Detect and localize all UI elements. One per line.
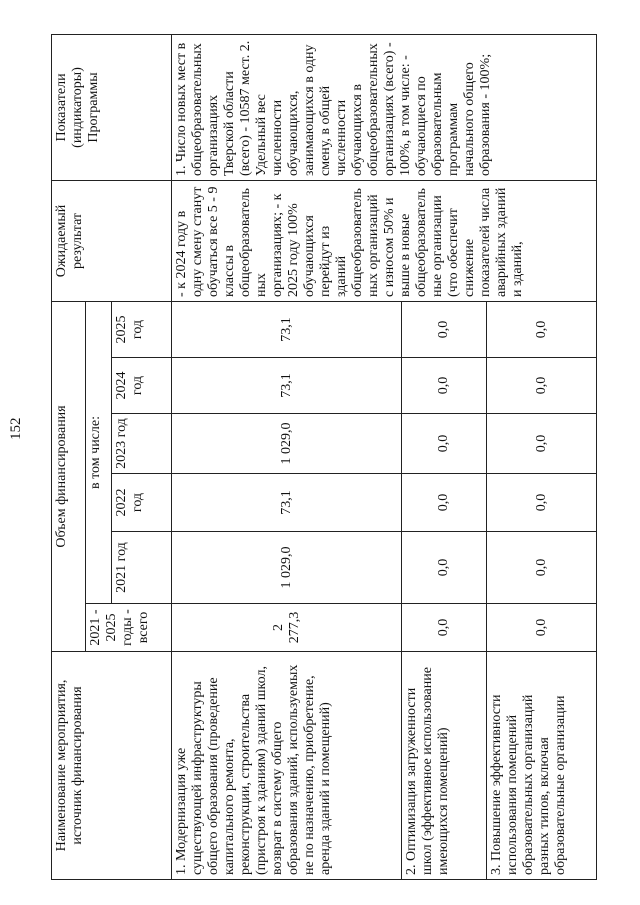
header-total: 2021 - 2025 годы - всего (86, 604, 172, 652)
row3-name: 3. Повышение эффективности использования помещений образовательных организаций разных типов, включая образовательные организации (487, 652, 597, 880)
header-result: Ожидаемый результат (52, 180, 172, 301)
row3-2021: 0,0 (487, 532, 597, 604)
header-indicators: Показатели (индикаторы) Программы (52, 34, 172, 180)
row1-2025: 73,1 (172, 301, 402, 357)
header-in-that: в том числе: (86, 301, 112, 603)
row3-2024: 0,0 (487, 358, 597, 414)
program-table (51, 34, 597, 880)
expected-result-text: - к 2024 году в одну смену станут обучаться все 5 - 9 классы в общеобразовательных организациях; - к 2025 году 100% обучающихся перейдут из зданий общеобразовательных организаций с износом 50% и выше в новые общеобразовательные организации (что обеспечит снижение показателей числа аварийных зданий и зданий, (172, 180, 597, 301)
header-year-2023: 2023 год (112, 414, 172, 474)
row2-2025: 0,0 (402, 301, 487, 357)
row3-total: 0,0 (487, 604, 597, 652)
row2-2023: 0,0 (402, 414, 487, 474)
header-year-2024: 2024 год (112, 358, 172, 414)
row1-2021: 1 029,0 (172, 532, 402, 604)
header-year-2022: 2022 год (112, 474, 172, 532)
row2-2021: 0,0 (402, 532, 487, 604)
row1-total: 2 277,3 (172, 604, 402, 652)
row3-2023: 0,0 (487, 414, 597, 474)
header-year-2025: 2025 год (112, 301, 172, 357)
row1-2023: 1 029,0 (172, 414, 402, 474)
header-activity: Наименование мероприятия, источник финансирования (52, 652, 172, 880)
row3-2022: 0,0 (487, 474, 597, 532)
table-row (172, 34, 402, 879)
row2-total: 0,0 (402, 604, 487, 652)
header-year-2021: 2021 год (112, 532, 172, 604)
row3-2025: 0,0 (487, 301, 597, 357)
program-table-sheet (51, 35, 596, 880)
row1-2022: 73,1 (172, 474, 402, 532)
row2-2022: 0,0 (402, 474, 487, 532)
row1-name: 1. Модернизация уже существующей инфраструктуры общего образования (проведение капитального ремонта, реконструкции, строительства (пристроя к зданиям) зданий школ, возврат в систему общего образования зданий, используемых не по назначению, приобретение, аренда зданий и помещений) (172, 652, 402, 880)
page-number: 152 (8, 417, 24, 440)
header-funding: Объем финансирования (52, 301, 86, 651)
row2-name: 2. Оптимизация загруженности школ (эффективное использование имеющихся помещений) (402, 652, 487, 880)
row2-2024: 0,0 (402, 358, 487, 414)
indicators-text: 1. Число новых мест в общеобразовательных организациях Тверской области (всего) - 10587 мест. 2. Удельный вес численности обучающихся, занимающихся в одну смену, в общей численности обучающихся в общеобразовательных организациях (всего) - 100%, в том числе: - обучающиеся по образовательным программам начального общего образования - 100%; (172, 34, 597, 180)
row1-2024: 73,1 (172, 358, 402, 414)
